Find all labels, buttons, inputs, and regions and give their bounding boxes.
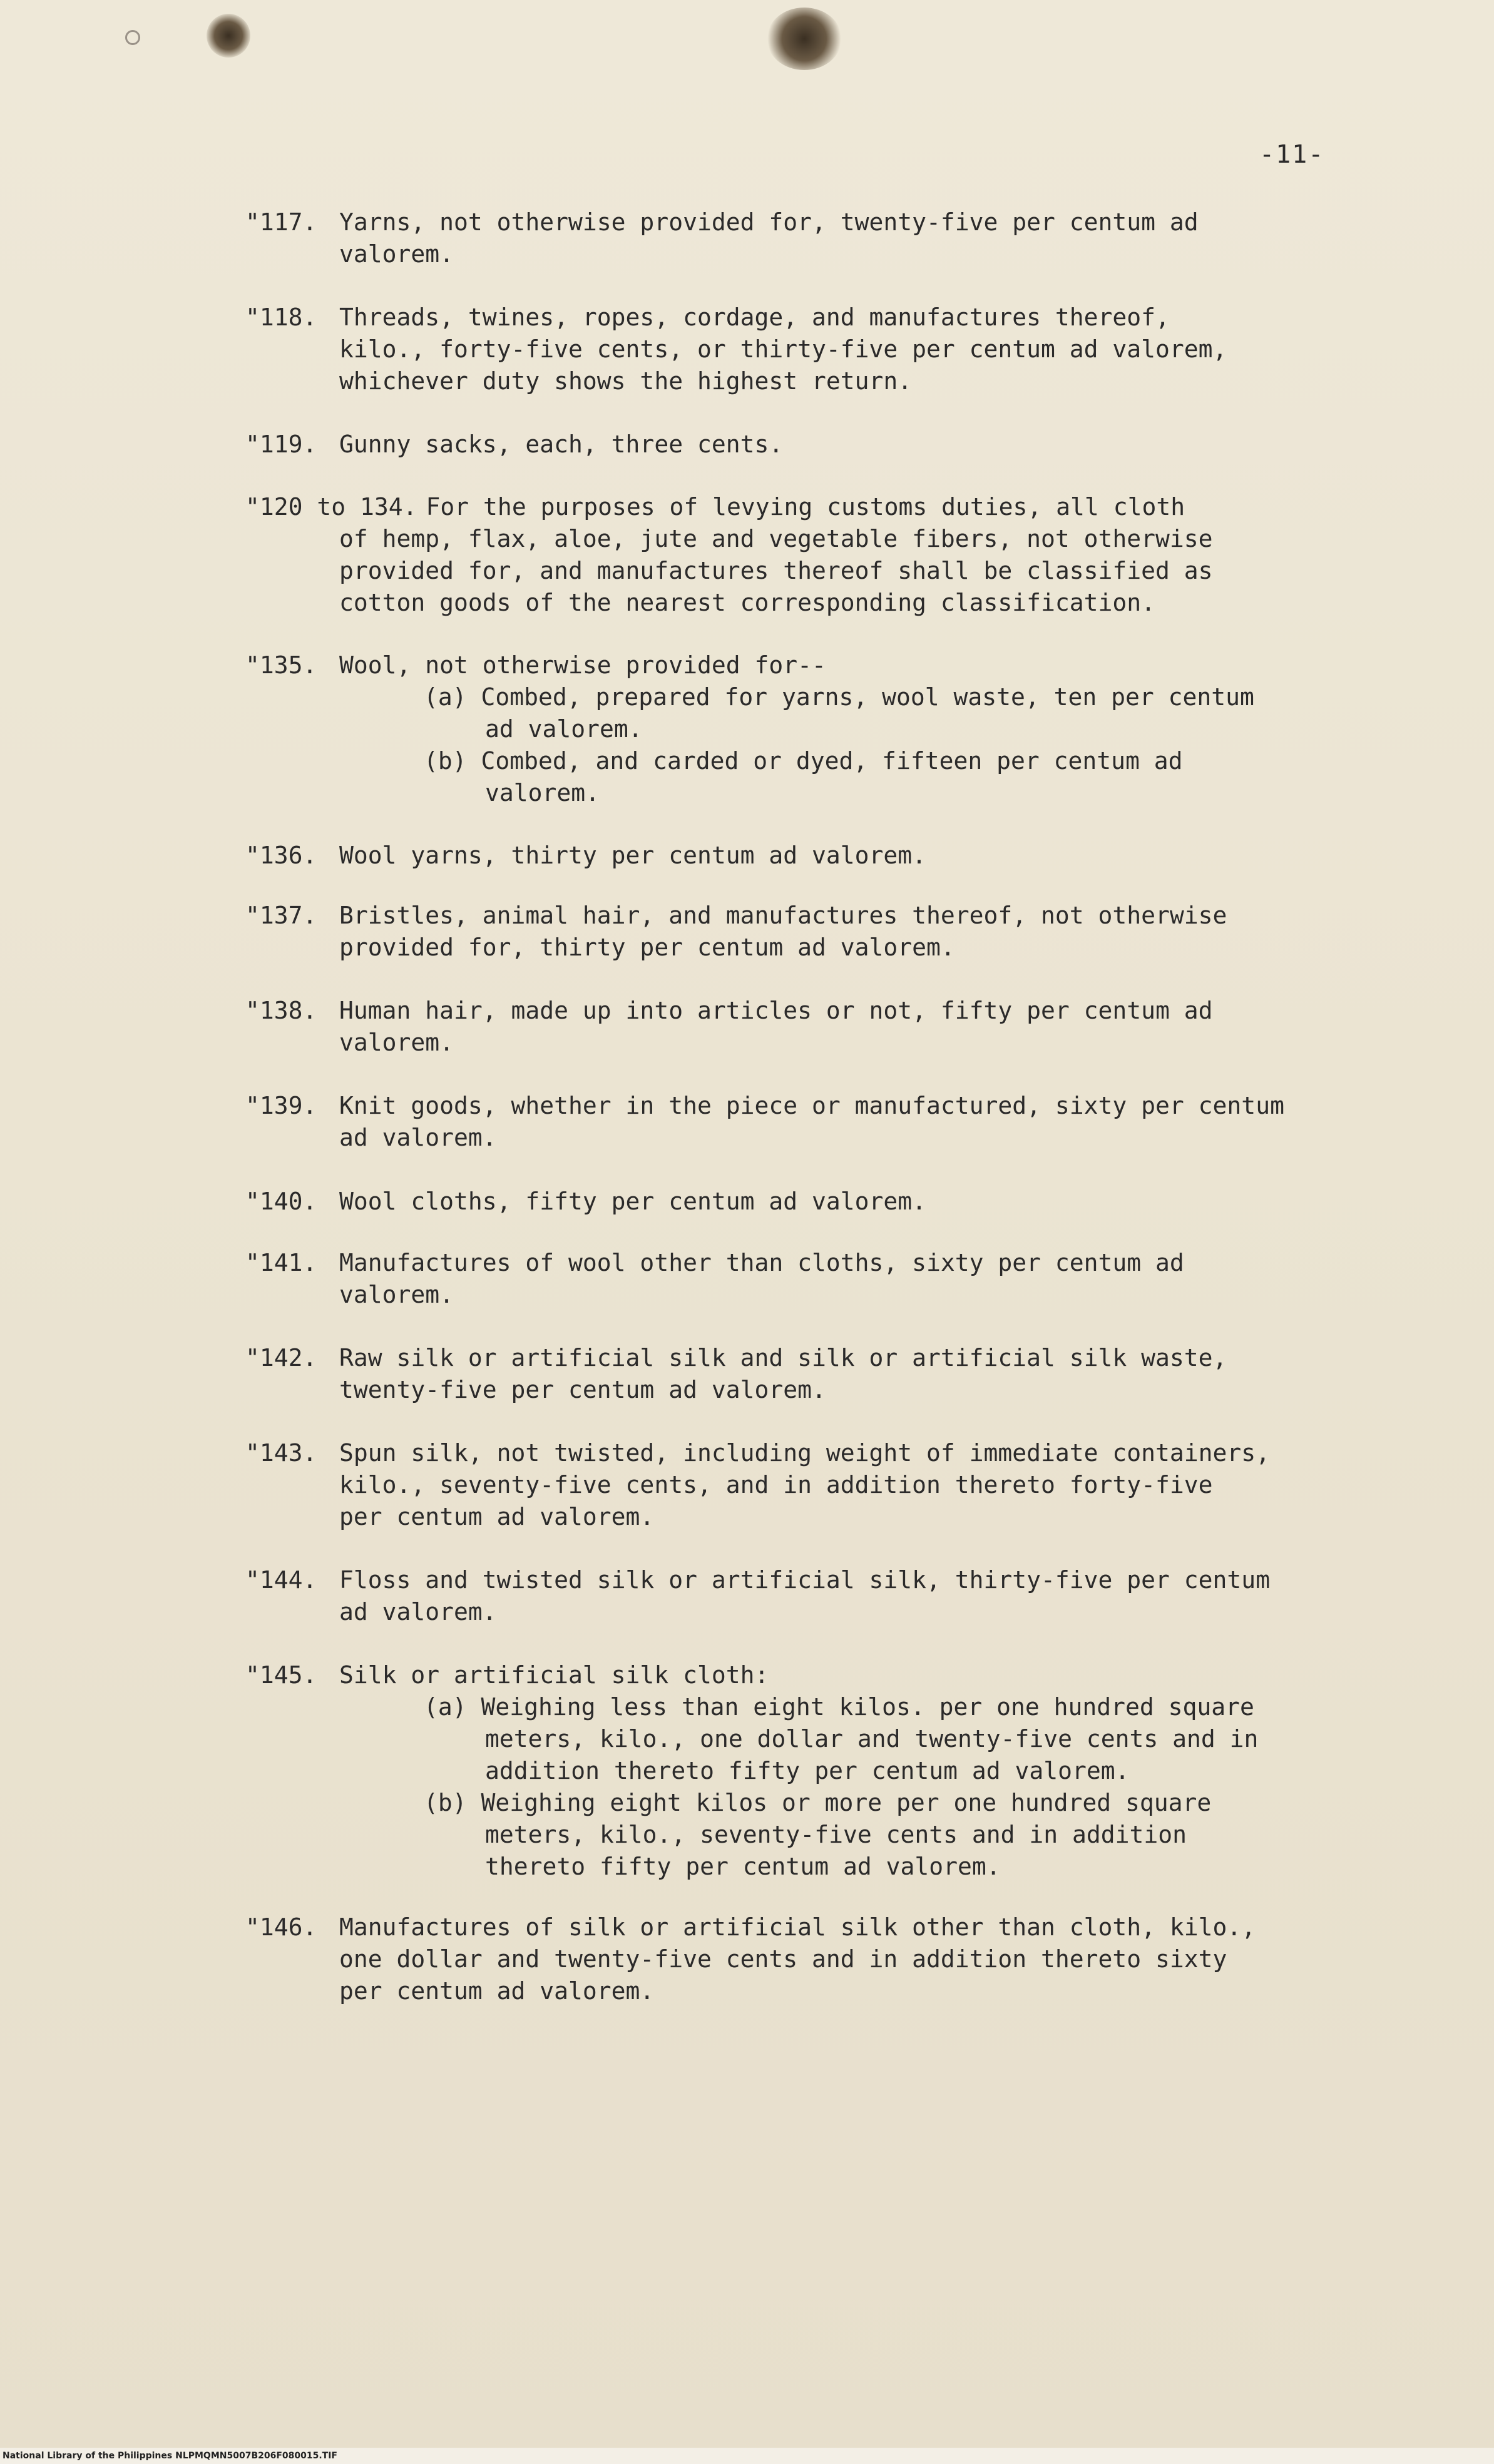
entry-number: "140. <box>245 1188 317 1215</box>
entry-text: Floss and twisted silk or artificial silk, thirty-five per centum <box>339 1566 1271 1594</box>
entry-text: Wool cloths, fifty per centum ad valorem. <box>339 1188 926 1215</box>
entry-143 <box>245 1437 1435 1533</box>
punch-hole-left <box>207 14 250 58</box>
entry-text: For the purposes of levying customs duties, all cloth <box>426 493 1185 521</box>
sub-text: Weighing eight kilos or more per one hundred square <box>481 1789 1212 1816</box>
entry-144 <box>245 1564 1435 1628</box>
entry-number: "143. <box>245 1439 317 1467</box>
entry-number: "137. <box>245 902 317 929</box>
entry-text: Raw silk or artificial silk and silk or artificial silk waste, <box>339 1344 1227 1372</box>
sub-text: meters, kilo., one dollar and twenty-five cents and in <box>485 1725 1259 1753</box>
entry-text: per centum ad valorem. <box>339 1977 655 2005</box>
sub-text: Combed, prepared for yarns, wool waste, ten per centum <box>481 683 1254 711</box>
entry-text: Wool, not otherwise provided for-- <box>339 651 826 679</box>
punch-hole-right <box>767 8 842 70</box>
entry-text: one dollar and twenty-five cents and in addition thereto sixty <box>339 1945 1227 1973</box>
entry-145 <box>245 1659 1435 1883</box>
entry-text: kilo., forty-five cents, or thirty-five per centum ad valorem, <box>339 335 1227 363</box>
entry-text: Threads, twines, ropes, cordage, and manufactures thereof, <box>339 303 1170 331</box>
entry-number: "120 to 134. <box>245 493 417 521</box>
ring-mark <box>125 30 140 45</box>
sub-label: (a) <box>424 683 467 711</box>
sub-label: (b) <box>424 747 467 775</box>
entry-number: "141. <box>245 1249 317 1276</box>
entry-140 <box>245 1186 1435 1218</box>
entry-number: "139. <box>245 1092 317 1119</box>
sub-label: (a) <box>424 1693 467 1721</box>
entry-text: valorem. <box>339 1281 454 1308</box>
entry-137 <box>245 900 1435 964</box>
entry-number: "136. <box>245 842 317 869</box>
entry-text: Manufactures of silk or artificial silk other than cloth, kilo., <box>339 1913 1256 1941</box>
entry-117 <box>245 206 1435 270</box>
entry-text: Gunny sacks, each, three cents. <box>339 430 784 458</box>
entry-number: "138. <box>245 997 317 1024</box>
entry-text: Knit goods, whether in the piece or manufactured, sixty per centum <box>339 1092 1284 1119</box>
entry-120-134 <box>245 491 1435 619</box>
entry-142 <box>245 1342 1435 1406</box>
entry-text: Human hair, made up into articles or not, fifty per centum ad <box>339 997 1213 1024</box>
entry-number: "118. <box>245 303 317 331</box>
entry-number: "119. <box>245 430 317 458</box>
entry-text: of hemp, flax, aloe, jute and vegetable fibers, not otherwise <box>339 525 1213 552</box>
entry-text: kilo., seventy-five cents, and in addition thereto forty-five <box>339 1471 1213 1499</box>
entry-text: Silk or artificial silk cloth: <box>339 1661 769 1689</box>
sub-text: Weighing less than eight kilos. per one hundred square <box>481 1693 1254 1721</box>
entry-number: "135. <box>245 651 317 679</box>
entry-text: cotton goods of the nearest corresponding classification. <box>339 589 1156 616</box>
sub-label: (b) <box>424 1789 467 1816</box>
entry-text: twenty-five per centum ad valorem. <box>339 1376 826 1403</box>
page-number: -11- <box>1259 140 1325 169</box>
entry-number: "145. <box>245 1661 317 1689</box>
entry-141 <box>245 1247 1435 1311</box>
sub-text: Combed, and carded or dyed, fifteen per centum ad <box>481 747 1183 775</box>
entry-text: provided for, thirty per centum ad valorem. <box>339 934 955 961</box>
entry-text: ad valorem. <box>339 1124 497 1151</box>
entry-146 <box>245 1912 1435 2007</box>
entry-text: whichever duty shows the highest return. <box>339 367 913 395</box>
entry-139 <box>245 1090 1435 1154</box>
entry-119 <box>245 429 1435 461</box>
sub-text: meters, kilo., seventy-five cents and in addition <box>485 1821 1187 1848</box>
sub-text: ad valorem. <box>485 715 643 743</box>
sub-text: addition thereto fifty per centum ad valorem. <box>485 1757 1130 1784</box>
entry-number: "146. <box>245 1913 317 1941</box>
entry-118 <box>245 302 1435 397</box>
entry-text: Bristles, animal hair, and manufactures thereof, not otherwise <box>339 902 1227 929</box>
entry-text: Wool yarns, thirty per centum ad valorem. <box>339 842 926 869</box>
sub-text: thereto fifty per centum ad valorem. <box>485 1853 1001 1880</box>
entry-text: valorem. <box>339 1029 454 1056</box>
sub-text: valorem. <box>485 779 600 807</box>
archive-footer: National Library of the Philippines NLPMQMN5007B206F080015.TIF <box>0 2448 1494 2464</box>
entry-text: valorem. <box>339 240 454 268</box>
entry-number: "144. <box>245 1566 317 1594</box>
entry-text: ad valorem. <box>339 1598 497 1626</box>
entry-text: Spun silk, not twisted, including weight of immediate containers, <box>339 1439 1271 1467</box>
entry-text: provided for, and manufactures thereof shall be classified as <box>339 557 1213 584</box>
entry-135 <box>245 649 1435 809</box>
entry-136 <box>245 840 1435 872</box>
entry-138 <box>245 995 1435 1059</box>
entry-number: "142. <box>245 1344 317 1372</box>
entry-text: Yarns, not otherwise provided for, twenty-five per centum ad <box>339 208 1199 236</box>
entry-text: per centum ad valorem. <box>339 1503 655 1530</box>
entry-number: "117. <box>245 208 317 236</box>
entry-text: Manufactures of wool other than cloths, sixty per centum ad <box>339 1249 1184 1276</box>
